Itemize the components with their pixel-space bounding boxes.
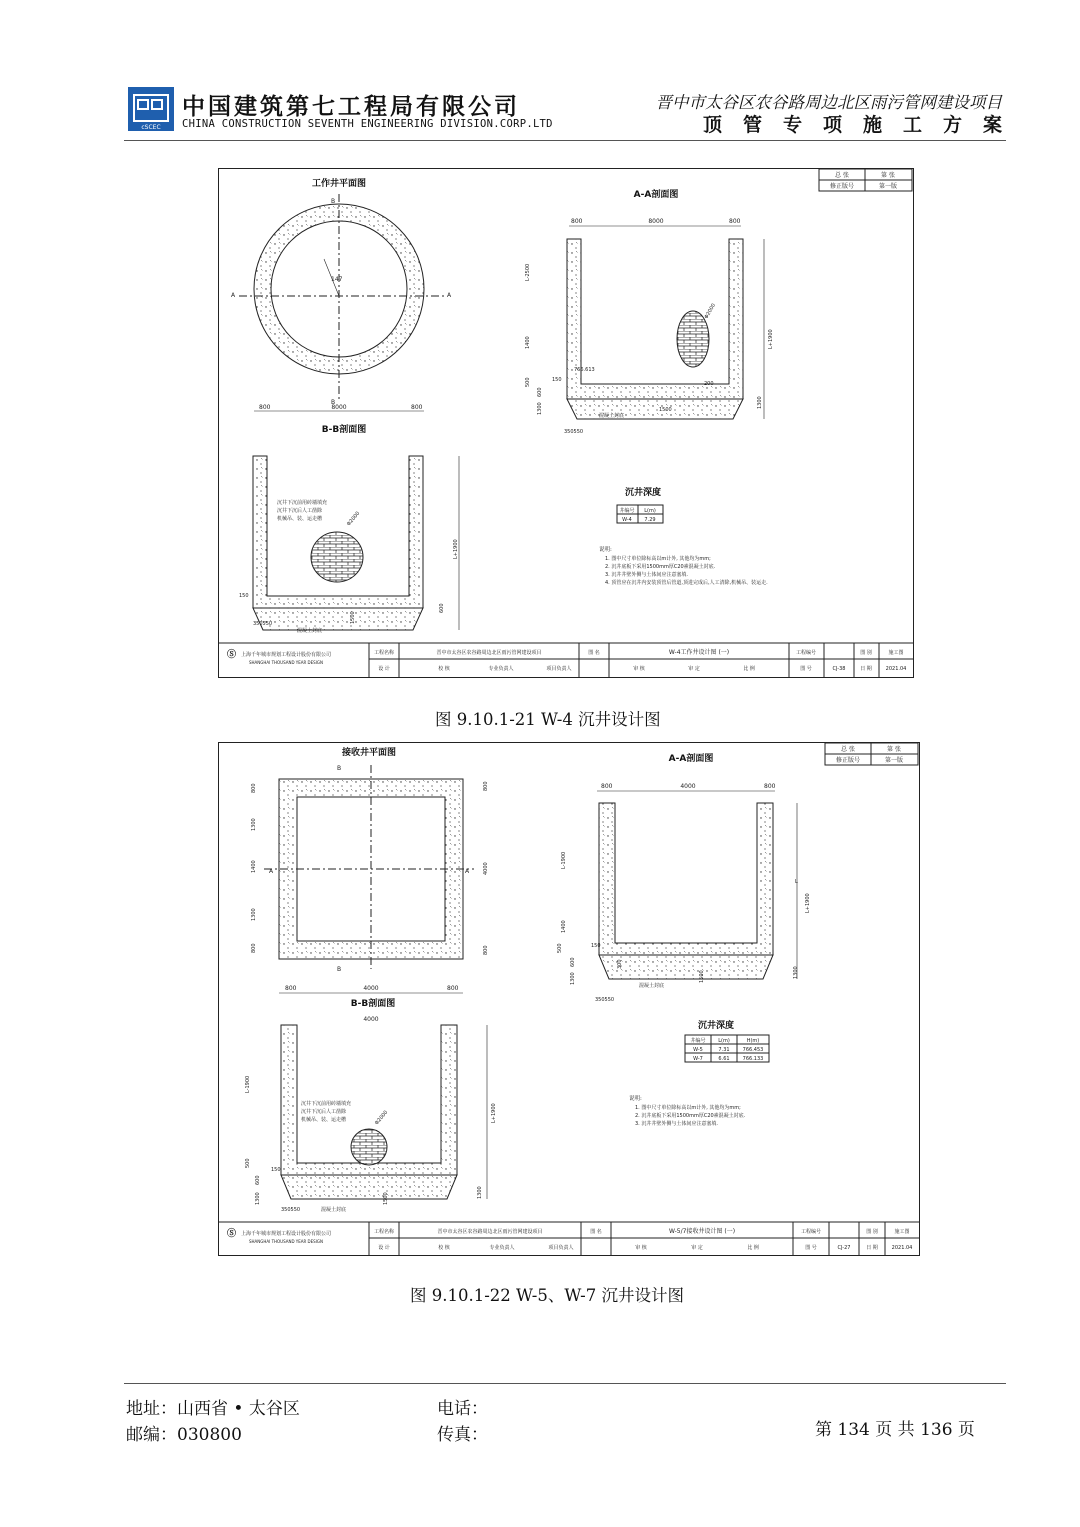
aa-dim-800-left: 800 [571, 218, 583, 225]
aa2-dim-300: 300 [617, 959, 623, 969]
rev2-h1: 总 张 [841, 746, 855, 753]
tb2-no: CJ-27 [837, 1245, 851, 1251]
tb2-projlead: 项目负责人 [548, 1245, 574, 1251]
footer-divider [124, 1383, 1006, 1384]
bb-dim-l1900: L+1900 [453, 539, 459, 559]
bb2-dia: Φ2000 [373, 1109, 390, 1127]
depth2-h1: 井编号 [690, 1038, 706, 1044]
note2-3: 3. 沉井井壁外侧与土体间应注意塞填. [635, 1121, 718, 1127]
header-divider [124, 140, 1006, 141]
aa2-dim-l: L [795, 879, 798, 885]
aa-dim-l1900: L+1900 [768, 329, 774, 349]
tb2-drawing-label: 图 名 [590, 1229, 602, 1235]
footer-postcode: 邮编：030800 [126, 1425, 242, 1445]
p2-dim-1300-top: 1300 [251, 818, 257, 831]
aa2-dim-l1900: L-1900 [561, 851, 567, 869]
aa-dim-800-right: 800 [729, 218, 741, 225]
bb2-dim-1300: 1300 [255, 1192, 261, 1205]
tb2-approve: 审 定 [691, 1245, 703, 1251]
tb2-design: 设 计 [378, 1245, 390, 1251]
tb-no: CJ-38 [832, 666, 846, 672]
p2-dim-1400: 1400 [251, 860, 257, 873]
aa-seal: 混凝土封底 [599, 413, 625, 419]
aa-dim-1300: 1300 [537, 402, 543, 415]
tb-no-label: 图 号 [800, 666, 812, 672]
depth-title: 沉井深度 [624, 488, 662, 498]
bb-dim-350: 350550 [253, 621, 273, 627]
note2-1: 1. 图中尺寸单位除标高以m计外, 其他均为mm; [635, 1105, 741, 1111]
firm2-name-en: SHANGHAI THOUSAND YEAR DESIGN [249, 1239, 323, 1244]
footer-address: 地址：山西省 • 太谷区 [126, 1399, 300, 1419]
rev2-r1: 修正版号 [835, 757, 861, 764]
depth2-r2c3: 766.133 [742, 1056, 764, 1062]
bb2-note-1: 沉井下沉前用砖墙填充 [301, 1101, 352, 1107]
figure1-caption: 图 9.10.1-21 W-4 沉井设计图 [435, 710, 661, 729]
bb2-seal: 混凝土封底 [321, 1207, 347, 1213]
note-4: 4. 顶管应在沉井内安装顶管后管道,顶进完成后,人工清除,机械吊、装运走. [605, 580, 768, 586]
rev2-r2: 第一版 [884, 757, 904, 764]
firm-name-en: SHANGHAI THOUSAND YEAR DESIGN [249, 660, 323, 665]
footer-phone: 电话： [437, 1399, 488, 1419]
dim-800-left: 800 [259, 404, 271, 411]
aa2-dim-1500: 1500 [699, 970, 705, 983]
tb2-proj-label: 工程名称 [373, 1229, 395, 1235]
aa2-dim-1300-right: 1300 [793, 966, 799, 979]
bb2-dim-150: 150 [271, 1167, 281, 1173]
bb-note-3: 机械吊、装、运走槽 [277, 516, 323, 522]
p2-dim-1300-bottom: 1300 [251, 908, 257, 921]
rev-h1: 总 张 [835, 172, 849, 179]
depth2-title: 沉井深度 [697, 1021, 735, 1031]
aa-dim-600: 600 [537, 387, 543, 397]
depth2-r2c2: 6.61 [718, 1056, 730, 1062]
depth-r1c1: W-4 [622, 517, 632, 523]
notes-title: 说明: [599, 547, 612, 553]
aa-dim-1300-right: 1300 [757, 396, 763, 409]
aa-dim-200: 200 [704, 381, 714, 387]
p2-dim-800-top: 800 [251, 783, 257, 793]
aa2-dim-600: 600 [570, 957, 576, 967]
tb2-spec: 专业负责人 [489, 1245, 515, 1251]
bb-note-2: 沉井下沉后人工凿除 [277, 508, 323, 514]
depth2-h2: L(m) [718, 1038, 730, 1044]
tb2-eng-no-label: 工程编号 [800, 1229, 822, 1235]
aa2-dim-lp1900: L+1900 [805, 893, 811, 913]
tb2-drawing-name: W-5/7接收井设计图 (一) [668, 1228, 736, 1235]
tb2-review: 审 核 [635, 1245, 647, 1251]
tb-projlead: 项目负责人 [546, 666, 572, 672]
tb-stage-label: 图 别 [860, 650, 872, 656]
aa2-dim-800-right: 800 [764, 783, 776, 790]
sec-a-left: A [231, 292, 236, 299]
note-3: 3. 沉井井壁外侧与土体间应注意塞填. [605, 572, 688, 578]
bb-seal: 混凝土封底 [297, 628, 323, 634]
aa2-dim-150: 150 [591, 943, 601, 949]
tb2-stage-label: 图 别 [866, 1229, 878, 1235]
aa2-dim-1300: 1300 [570, 972, 576, 985]
tb-drawing-name: W-4工作井设计图 (一) [668, 649, 730, 656]
tb-eng-no-label: 工程编号 [795, 650, 817, 656]
tb2-stage: 施工图 [894, 1229, 910, 1235]
bb-dia: Φ2000 [345, 510, 362, 528]
plan-title: 顶管专项施工方案 [702, 114, 1023, 136]
bb2-dim-500: 500 [245, 1158, 251, 1168]
plan2-view-title: 接收井平面图 [341, 748, 397, 758]
aa-dim-1500: 1500 [659, 407, 672, 413]
footer-page-number: 第 134 页 共 136 页 [815, 1420, 975, 1440]
tb-proj-label: 工程名称 [373, 650, 395, 656]
aa-elev: 766.613 [574, 367, 595, 373]
tb-drawing-label: 图 名 [588, 650, 600, 656]
project-title: 晋中市太谷区农谷路周边北区雨污管网建设项目 [655, 93, 1002, 112]
aa2-dim-500: 500 [557, 943, 563, 953]
tb-proj-name: 晋中市太谷区农谷路周边北区雨污管网建设项目 [436, 650, 542, 656]
dim-800-right: 800 [411, 404, 423, 411]
aa-dim-500: 500 [525, 377, 531, 387]
bb2-dim-600: 600 [255, 1175, 261, 1185]
depth-r1c2: 7.29 [644, 517, 656, 523]
note-1: 1. 图中尺寸单位除标高以m计外, 其他均为mm; [605, 556, 711, 562]
bb2-dim-lp1900: L+1900 [491, 1103, 497, 1123]
bb2-section-title: B-B剖面图 [350, 999, 396, 1009]
company-name-en: CHINA CONSTRUCTION SEVENTH ENGINEERING DIVISION.CORP.LTD [182, 118, 553, 130]
tb-design: 设 计 [378, 666, 390, 672]
firm2-mark: Ⓢ [227, 1229, 237, 1239]
bb2-dim-1500: 1500 [383, 1192, 389, 1205]
angle-label: 147 [331, 276, 343, 283]
tb2-date: 2021.04 [891, 1245, 913, 1251]
company-name-cn: 中国建筑第七工程局有限公司 [182, 94, 520, 120]
tb-scale: 比 例 [743, 666, 755, 672]
p2-sec-a-left: A [269, 868, 274, 875]
plan-view-title: 工作井平面图 [311, 179, 367, 189]
bb-note-1: 沉井下沉前用砖墙填充 [277, 500, 328, 506]
firm-name: 上海千年城市规划工程设计股份有限公司 [241, 652, 332, 658]
bb2-dim-4000: 4000 [363, 1016, 379, 1023]
tb-spec: 专业负责人 [488, 666, 514, 672]
footer-fax: 传真： [437, 1425, 488, 1445]
depth2-h3: H(m) [746, 1038, 760, 1044]
drawing-w5-w7 [218, 742, 920, 1256]
tb-date: 2021.04 [885, 666, 907, 672]
tb-stage: 施工图 [888, 650, 904, 656]
p2-dim-800-right: 800 [447, 985, 459, 992]
bb-dim-1500: 1500 [350, 611, 356, 624]
company-logo [128, 87, 174, 131]
aa2-section-title: A-A剖面图 [668, 754, 714, 764]
aa-dim-150: 150 [552, 377, 562, 383]
bb2-dim-350: 350550 [281, 1207, 301, 1213]
firm-mark: Ⓢ [227, 650, 237, 660]
bb-dim-600: 600 [439, 603, 445, 613]
depth-h1: 井编号 [619, 508, 635, 514]
p2-dim-800-r-top: 800 [483, 781, 489, 791]
tb-review: 审 核 [633, 666, 645, 672]
p2-sec-a-right: A [465, 868, 470, 875]
aa2-dim-350: 350550 [595, 997, 615, 1003]
aa-dim-1400: 1400 [525, 336, 531, 349]
bb-section-title: B-B剖面图 [321, 425, 367, 435]
depth2-r1c2: 7.31 [718, 1047, 730, 1053]
p2-dim-4000-r: 4000 [483, 862, 489, 875]
depth-h2: L(m) [644, 508, 656, 514]
bb2-note-2: 沉井下沉后人工凿除 [301, 1109, 347, 1115]
tb2-no-label: 图 号 [805, 1245, 817, 1251]
aa-dim-350: 350550 [564, 429, 584, 435]
rev-r2: 第一版 [878, 183, 898, 190]
tb2-proj-name: 晋中市太谷区农谷路周边北区雨污管网建设项目 [437, 1229, 543, 1235]
p2-dim-800-left: 800 [285, 985, 297, 992]
tb-approve: 审 定 [688, 666, 700, 672]
sec-b-top: B [331, 198, 336, 205]
aa2-dim-800-left: 800 [601, 783, 613, 790]
tb2-scale: 比 例 [747, 1245, 759, 1251]
aa2-seal: 混凝土封底 [639, 983, 665, 989]
bb2-dim-l1900: L-1900 [245, 1075, 251, 1093]
p2-sec-b-bottom: B [337, 966, 342, 973]
aa-dim-8000: 8000 [648, 218, 664, 225]
drawing-w4 [218, 168, 914, 678]
rev-h2: 第 张 [881, 172, 895, 179]
aa2-dim-4000: 4000 [680, 783, 696, 790]
p2-sec-b-top: B [337, 765, 342, 772]
aa-section-title: A-A剖面图 [633, 190, 679, 200]
tb2-check: 校 核 [438, 1245, 450, 1251]
p2-dim-800-r-bottom: 800 [483, 945, 489, 955]
rev-r1: 修正版号 [829, 183, 855, 190]
note2-2: 2. 沉井底板下采用1500mm厚C20素混凝土封底. [635, 1113, 746, 1119]
bb-dim-150: 150 [239, 593, 249, 599]
tb2-date-label: 日 期 [866, 1245, 878, 1251]
tb-check: 校 核 [438, 666, 450, 672]
p2-dim-800-bottom: 800 [251, 943, 257, 953]
sec-b-bottom: B [331, 399, 336, 406]
aa-dim-l2500: L-2500 [525, 263, 531, 281]
bb2-note-3: 机械吊、装、运走槽 [301, 1117, 347, 1123]
logo-text: cSCEC [141, 124, 161, 131]
rev2-h2: 第 张 [887, 746, 901, 753]
depth2-r1c3: 766.453 [742, 1047, 764, 1053]
bb2-dim-1300-right: 1300 [477, 1186, 483, 1199]
p2-dim-4000: 4000 [363, 985, 379, 992]
notes2-title: 说明: [629, 1096, 642, 1102]
firm2-name: 上海千年城市规划工程设计股份有限公司 [241, 1231, 332, 1237]
aa2-dim-1400: 1400 [561, 920, 567, 933]
aa-dia: Φ2000 [703, 302, 718, 320]
depth2-r1c1: W-5 [693, 1047, 703, 1053]
dim-8000: 8000 [331, 404, 347, 411]
figure2-caption: 图 9.10.1-22 W-5、W-7 沉井设计图 [410, 1286, 684, 1305]
depth2-r2c1: W-7 [693, 1056, 703, 1062]
note-2: 2. 沉井底板下采用1500mm厚C20素混凝土封底. [605, 564, 716, 570]
sec-a-right: A [447, 292, 452, 299]
tb-date-label: 日 期 [860, 666, 872, 672]
